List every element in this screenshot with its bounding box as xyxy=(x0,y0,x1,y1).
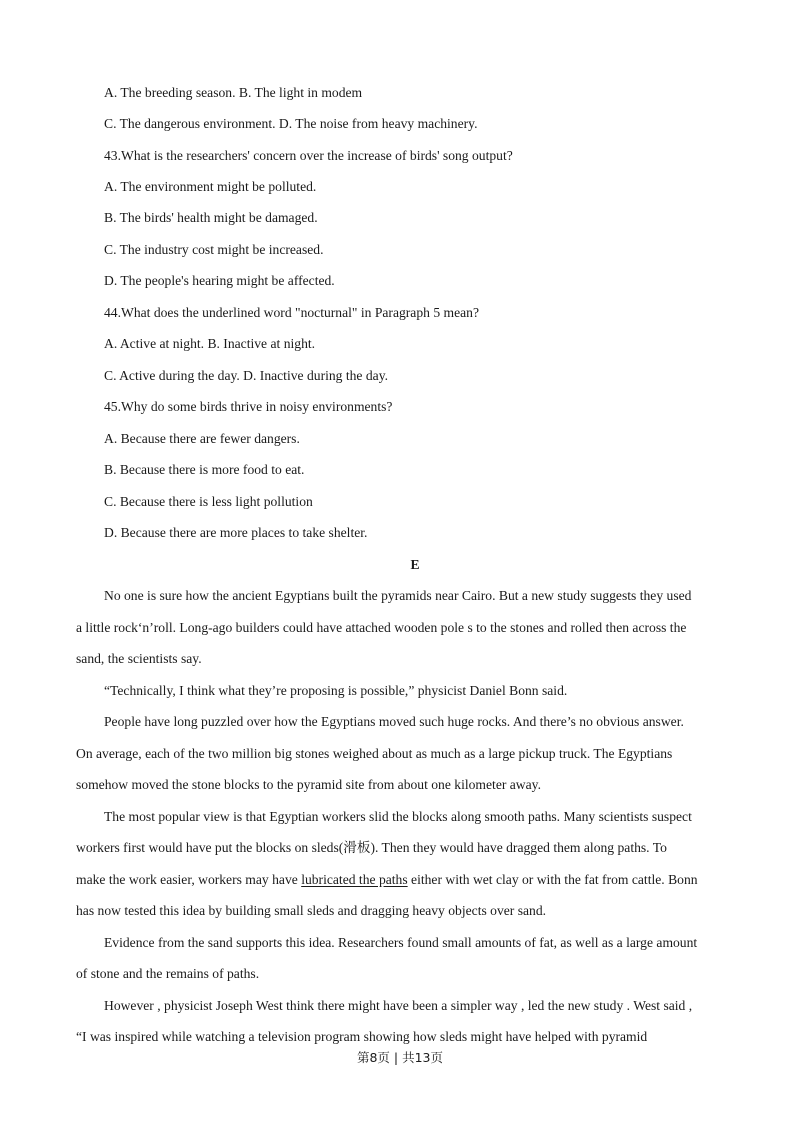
paragraph-1-line-2: a little rock‘n’roll. Long-ago builders could have attached wooden pole s to the stones and rolled then across the xyxy=(76,620,687,635)
q45-option-c: C. Because there is less light pollution xyxy=(104,494,313,509)
q44-options-ab: A. Active at night. B. Inactive at night. xyxy=(104,336,316,351)
q43-option-d: D. The people's hearing might be affected. xyxy=(104,273,335,288)
paragraph-1-line-1: No one is sure how the ancient Egyptians built the pyramids near Cairo. But a new study suggests they used xyxy=(104,588,692,603)
page-footer: 第8页 | 共13页 xyxy=(356,1050,444,1065)
paragraph-3-line-1: People have long puzzled over how the Egyptians moved such huge rocks. And there’s no obvious answer. xyxy=(104,714,684,729)
paragraph-2-line-1: “Technically, I think what they’re proposing is possible,” physicist Daniel Bonn said. xyxy=(104,683,568,698)
underlined-phrase: lubricated the paths xyxy=(301,872,408,887)
q43-question: 43.What is the researchers' concern over the increase of birds' song output? xyxy=(104,148,513,163)
q44-question: 44.What does the underlined word "nocturnal" in Paragraph 5 mean? xyxy=(104,305,479,320)
q42-options-cd: C. The dangerous environment. D. The noise from heavy machinery. xyxy=(104,116,478,131)
paragraph-6-line-2: “I was inspired while watching a television program showing how sleds might have helped with pyramid xyxy=(76,1029,648,1044)
paragraph-4-line-2: workers first would have put the blocks on sleds(滑板). Then they would have dragged them along paths. To xyxy=(76,840,667,855)
paragraph-3-line-3: somehow moved the stone blocks to the pyramid site from about one kilometer away. xyxy=(76,777,541,792)
q43-option-c: C. The industry cost might be increased. xyxy=(104,242,324,257)
paragraph-4-line-3 xyxy=(76,871,698,889)
paragraph-6-line-1: However , physicist Joseph West think there might have been a simpler way , led the new study . West said , xyxy=(104,998,693,1013)
paragraph-4-line-3-pre: make the work easier, workers may have xyxy=(76,872,302,887)
q45-question: 45.Why do some birds thrive in noisy environments? xyxy=(104,399,393,414)
paragraph-4-line-1: The most popular view is that Egyptian workers slid the blocks along smooth paths. Many scientists suspect xyxy=(104,809,692,824)
q44-options-cd: C. Active during the day. D. Inactive during the day. xyxy=(104,368,389,383)
paragraph-3-line-2: On average, each of the two million big stones weighed about as much as a large pickup truck. The Egyptians xyxy=(76,746,673,761)
q45-option-d: D. Because there are more places to take shelter. xyxy=(104,525,368,540)
q42-options-ab: A. The breeding season. B. The light in modem xyxy=(104,85,363,100)
paragraph-4-line-3-post: either with wet clay or with the fat from cattle. Bonn xyxy=(407,872,698,887)
q43-option-b: B. The birds' health might be damaged. xyxy=(104,210,318,225)
q45-option-a: A. Because there are fewer dangers. xyxy=(104,431,300,446)
q45-option-b: B. Because there is more food to eat. xyxy=(104,462,305,477)
paragraph-4-line-4: has now tested this idea by building small sleds and dragging heavy objects over sand. xyxy=(76,903,547,918)
paragraph-5-line-1: Evidence from the sand supports this idea. Researchers found small amounts of fat, as well as a large amount xyxy=(104,935,698,950)
paragraph-5-line-2: of stone and the remains of paths. xyxy=(76,966,260,981)
section-heading: E xyxy=(410,557,420,572)
q43-option-a: A. The environment might be polluted. xyxy=(104,179,317,194)
paragraph-1-line-3: sand, the scientists say. xyxy=(76,651,202,666)
